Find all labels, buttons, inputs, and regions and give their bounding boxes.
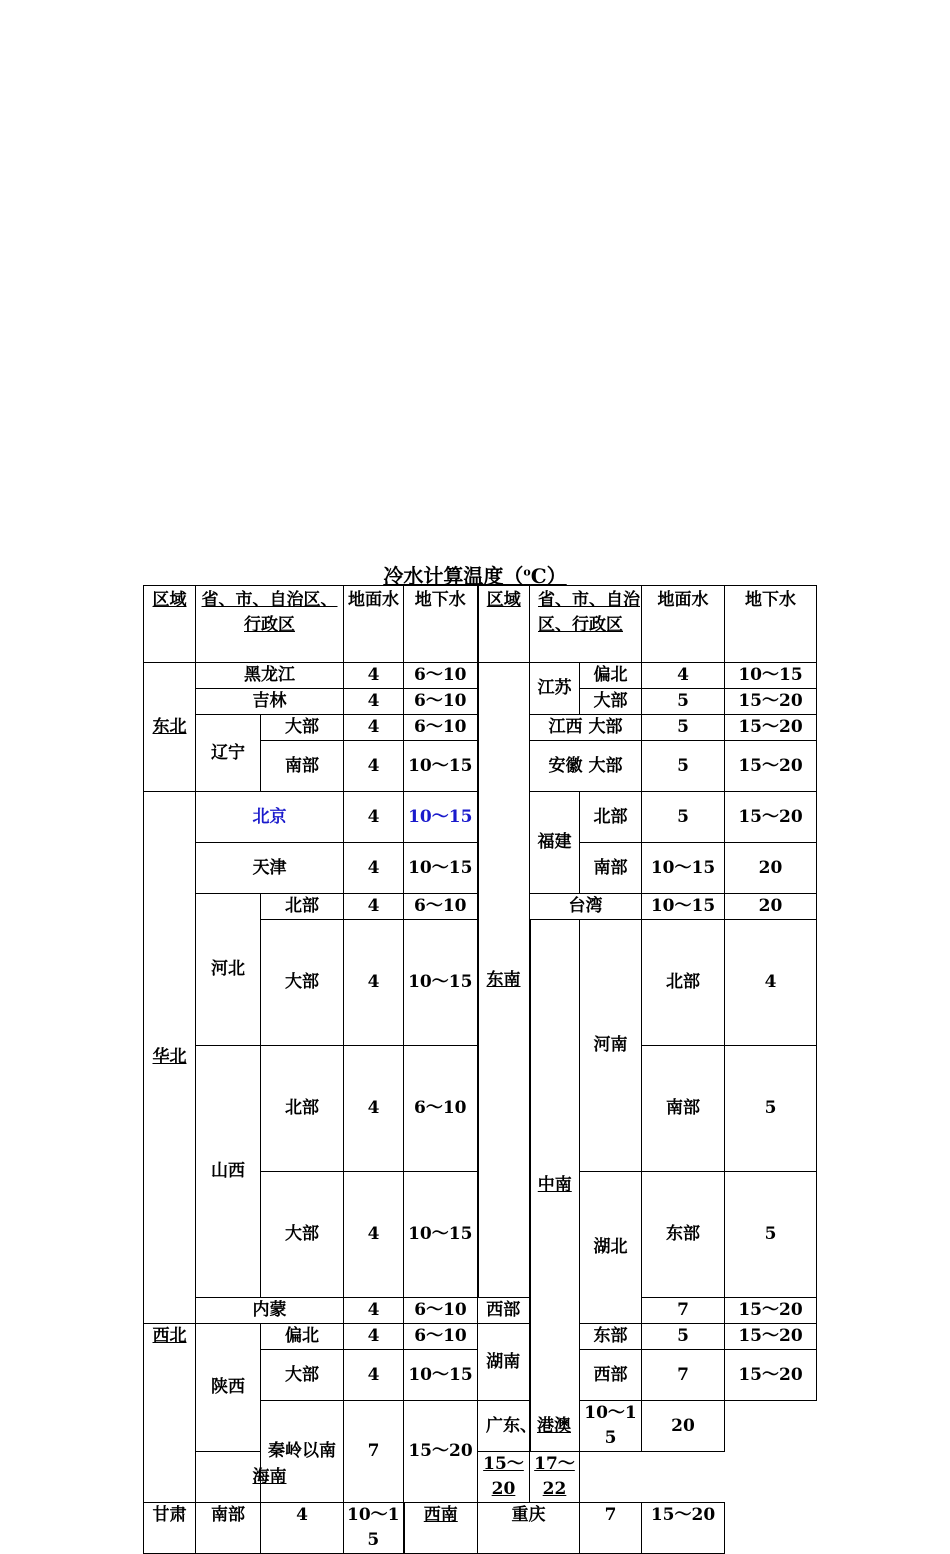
sub-area: 南部 — [580, 843, 642, 894]
surface-value: 7 — [580, 1503, 642, 1554]
ground-value: 17～22 — [530, 1452, 580, 1503]
province-jilin: 吉林 — [196, 689, 344, 715]
table-row — [144, 663, 817, 689]
ground-value: 6～10 — [404, 715, 478, 741]
table-row — [144, 1503, 817, 1554]
surface-value: 5 — [642, 715, 725, 741]
sub-area: 大部 — [261, 1350, 344, 1401]
province-shaanxi: 陕西 — [196, 1324, 261, 1452]
title-degree: o — [523, 565, 531, 578]
ground-value: 10～15 — [404, 1350, 478, 1401]
surface-value: 4 — [344, 663, 404, 689]
ground-value: 15～20 — [725, 741, 817, 792]
sub-area: 东部 — [580, 1324, 642, 1350]
province-tianjin: 天津 — [196, 843, 344, 894]
sub-area: 大部 — [261, 920, 344, 1046]
ground-value: 10～15 — [344, 1503, 404, 1554]
sub-area: 偏北 — [261, 1324, 344, 1350]
sub-area: 偏北 — [580, 663, 642, 689]
ground-value: 10～15 — [725, 663, 817, 689]
sub-area: 北部 — [261, 894, 344, 920]
title-unit: C） — [530, 563, 567, 588]
sub-area: 南部 — [261, 741, 344, 792]
header-ground: 地下水 — [404, 586, 478, 663]
province-hebei: 河北 — [196, 894, 261, 1046]
ground-value: 15～20 — [725, 1298, 817, 1324]
sub-area: 北部 — [261, 1046, 344, 1172]
province-henan: 河南 — [580, 920, 642, 1172]
province-jiangxi: 江西 大部 — [530, 715, 642, 741]
province-chongqing: 重庆 — [478, 1503, 580, 1554]
region-huabei: 华北 — [144, 792, 196, 1324]
ground-value: 10～15 — [404, 792, 478, 843]
sub-area: 西部 — [478, 1298, 530, 1324]
surface-value: 4 — [344, 1298, 404, 1324]
ground-value: 15～20 — [725, 715, 817, 741]
ground-value: 15～20 — [642, 1503, 725, 1554]
surface-value: 5 — [642, 792, 725, 843]
sub-area: 西部 — [580, 1350, 642, 1401]
ground-value: 15～20 — [725, 689, 817, 715]
table-row — [144, 1324, 817, 1350]
province-fujian: 福建 — [530, 792, 580, 894]
ground-value: 10～15 — [404, 741, 478, 792]
surface-value: 4 — [344, 715, 404, 741]
province-taiwan: 台湾 — [530, 894, 642, 920]
surface-value: 4 — [344, 1172, 404, 1298]
sub-area: 北部 — [642, 920, 725, 1046]
surface-value: 4 — [344, 792, 404, 843]
surface-value: 7 — [642, 1350, 725, 1401]
surface-value: 4 — [344, 920, 404, 1046]
surface-value: 7 — [642, 1298, 725, 1324]
province-anhui: 安徽 大部 — [530, 741, 642, 792]
province-heilongjiang: 黑龙江 — [196, 663, 344, 689]
province-guangdong — [478, 1401, 580, 1452]
region-xibei: 西北 — [144, 1324, 196, 1503]
surface-value: 10～15 — [642, 843, 725, 894]
surface-value: 7 — [344, 1401, 404, 1503]
province-hunan: 湖南 — [478, 1324, 530, 1401]
province-hainan: 海南 — [196, 1452, 344, 1503]
surface-value: 5 — [642, 1324, 725, 1350]
sub-area: 南部 — [642, 1046, 725, 1172]
ground-value: 6～10 — [404, 894, 478, 920]
table-row — [144, 1298, 817, 1324]
ground-value: 15～20 — [725, 1350, 817, 1401]
header-region: 区域 — [144, 586, 196, 663]
province-shanxi: 山西 — [196, 1046, 261, 1298]
table-row — [144, 1452, 817, 1503]
ground-value: 10～15 — [404, 920, 478, 1046]
sub-area: 秦岭以南 — [261, 1401, 344, 1503]
province-jiangsu: 江苏 — [530, 663, 580, 715]
sub-area: 大部 — [261, 1172, 344, 1298]
region-xinan: 西南 — [404, 1503, 478, 1554]
surface-value: 4 — [344, 843, 404, 894]
region-dongbei: 东北 — [144, 663, 196, 792]
sub-area: 南部 — [196, 1503, 261, 1554]
surface-value: 4 — [344, 1046, 404, 1172]
ground-value: 10～15 — [404, 843, 478, 894]
surface-value: 5 — [725, 1172, 817, 1298]
surface-value: 5 — [725, 1046, 817, 1172]
surface-value: 4 — [344, 1350, 404, 1401]
header-region-2: 区域 — [478, 586, 530, 663]
ground-value: 20 — [725, 894, 817, 920]
header-surface: 地面水 — [344, 586, 404, 663]
ground-value: 6～10 — [404, 1298, 478, 1324]
ground-value: 6～10 — [404, 689, 478, 715]
surface-value: 4 — [725, 920, 817, 1046]
title-text: 冷水计算温度（ — [383, 563, 524, 588]
surface-value: 4 — [261, 1503, 344, 1554]
ground-value: 15～20 — [725, 1324, 817, 1350]
region-zhongnan: 中南 — [530, 920, 580, 1452]
province-hubei: 湖北 — [580, 1172, 642, 1324]
ground-value: 15～20 — [725, 792, 817, 843]
province-gansu: 甘肃 — [144, 1503, 196, 1554]
surface-value: 4 — [642, 663, 725, 689]
cold-water-temperature-table — [143, 585, 817, 1554]
surface-value: 10～15 — [580, 1401, 642, 1452]
ground-value: 6～10 — [404, 663, 478, 689]
surface-value: 4 — [344, 689, 404, 715]
header-ground-2: 地下水 — [725, 586, 817, 663]
header-surface-2: 地面水 — [642, 586, 725, 663]
sub-area: 北部 — [580, 792, 642, 843]
ground-value: 20 — [642, 1401, 725, 1452]
province-liaoning: 辽宁 — [196, 715, 261, 792]
surface-value: 5 — [642, 689, 725, 715]
ground-value: 10～15 — [404, 1172, 478, 1298]
header-province: 省、市、自治区、行政区 — [196, 586, 344, 663]
surface-value: 15～20 — [478, 1452, 530, 1503]
province-neimeng: 内蒙 — [196, 1298, 344, 1324]
sub-area: 大部 — [261, 715, 344, 741]
province-beijing: 北京 — [196, 792, 344, 843]
sub-area: 东部 — [642, 1172, 725, 1298]
surface-value: 4 — [344, 741, 404, 792]
surface-value: 5 — [642, 741, 725, 792]
region-dongnan: 东南 — [478, 663, 530, 1298]
ground-value: 6～10 — [404, 1324, 478, 1350]
header-row — [144, 586, 817, 663]
gangao-label: 港澳 — [537, 1415, 571, 1436]
surface-value: 4 — [344, 894, 404, 920]
ground-value: 6～10 — [404, 1046, 478, 1172]
surface-value: 4 — [344, 1324, 404, 1350]
header-province-2: 省、市、自治区、行政区 — [530, 586, 642, 663]
guangdong-label: 广东、 — [486, 1415, 537, 1436]
ground-value: 15～20 — [404, 1401, 478, 1503]
sub-area: 大部 — [580, 689, 642, 715]
surface-value: 10～15 — [642, 894, 725, 920]
ground-value: 20 — [725, 843, 817, 894]
